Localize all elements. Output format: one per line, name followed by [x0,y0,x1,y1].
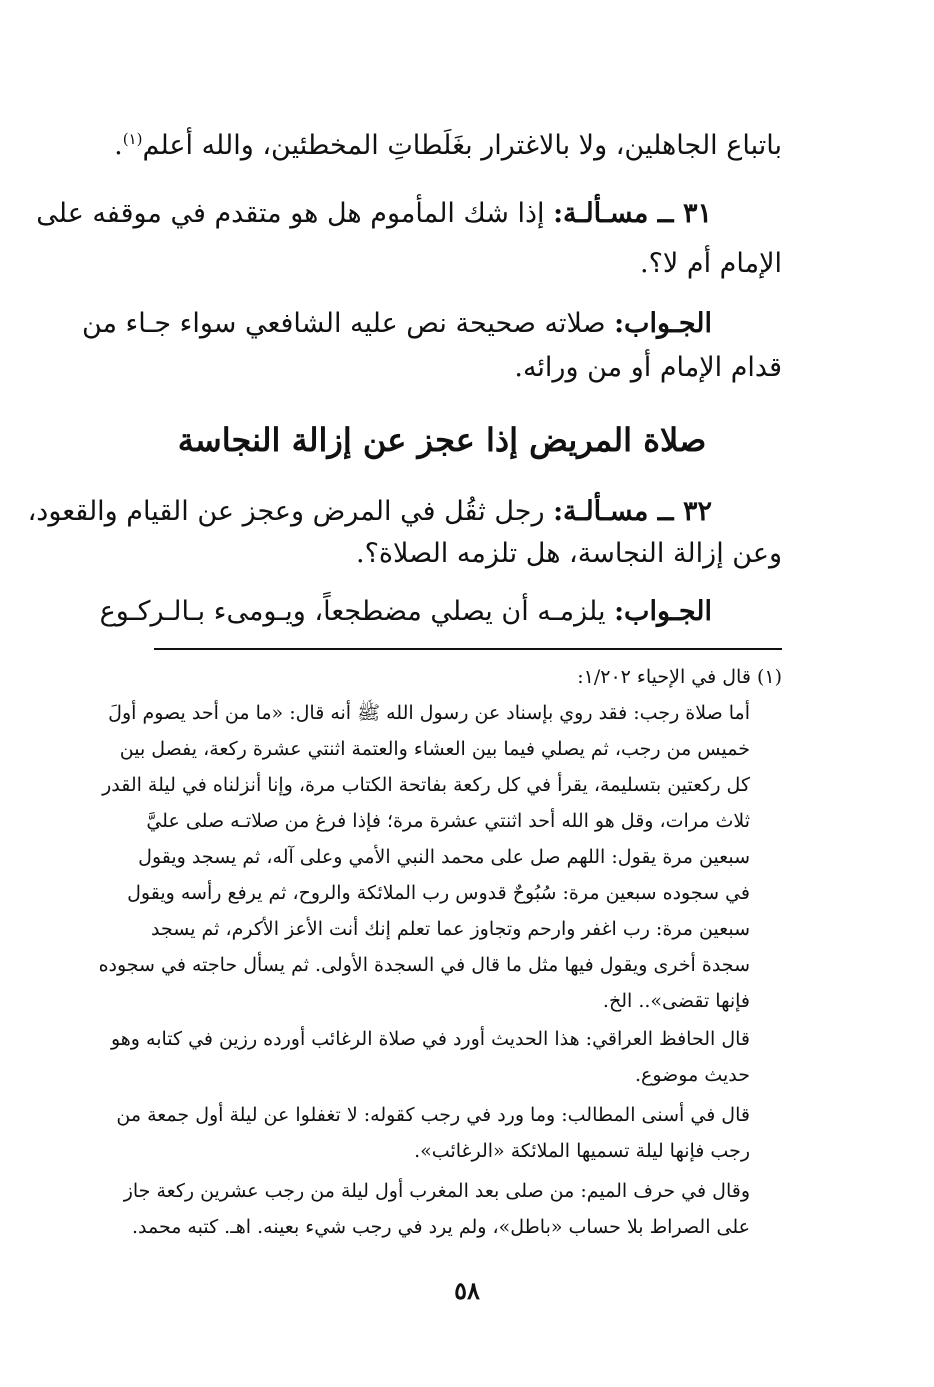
text-line [102,115,782,170]
question-31-text: الإمام أم لا؟. [639,248,782,279]
question-32-line2 [102,530,782,578]
section-heading: صلاة المريض إذا عجز عن إزالة النجاسة [177,421,707,459]
answer-32-label: الجـواب: [614,596,712,627]
footnote-line: ثلاث مرات، وقل هو الله أحد اثنتي عشرة مرة؛ فإذا فرغ من صلاتـه صلى عليَّ [146,810,750,832]
footnote-line: كل ركعتين بتسليمة، يقرأ في كل ركعة بفاتحة الكتاب مرة، وإنا أنزلناه في ليلة القدر [102,774,750,796]
footnote-line: على الصراط بلا حساب «باطل»، ولم يرد في رجب شيء بعينه. اهـ. كتبه محمد. [131,1216,750,1238]
footnote-line: حديث موضوع. [634,1064,750,1086]
footnote-separator [154,648,782,650]
answer-32-text: يلزمـه أن يصلي مضطجعاً، ويـومىء بـالـركـوع [99,596,606,627]
line-text: باتباع الجاهلين، ولا بالاغترار بغَلَطاتِ المخطئين، والله أعلم [142,130,782,161]
footnote-line: وقال في حرف الميم: من صلى بعد المغرب أول ليلة من رجب عشرين ركعة جاز [123,1180,750,1202]
page-number: ٥٨ [454,1276,480,1305]
footnote-line: رجب فإنها ليلة تسميها الملائكة «الرغائب». [414,1140,750,1162]
answer-31-text: صلاته صحيحة نص عليه الشافعي سواء جـاء من [81,308,606,339]
footnote-ref: (١) [122,130,143,148]
answer-31-label: الجـواب: [614,308,712,339]
answer-31-line2 [102,344,782,392]
question-32-text: رجل ثقُل في المرض وعجز عن القيام والقعود، [27,496,545,527]
question-32-text: وعن إزالة النجاسة، هل تلزمه الصلاة؟. [356,538,782,569]
question-32-label: ٣٢ ــ مسـألـة: [553,496,712,527]
footnote-line: في سجوده سبعين مرة: سُبُوحٌ قدوس رب الملائكة والروح، ثم يرفع رأسه ويقول [127,882,750,904]
footnote-line: سجدة أخرى ويقول فيها مثل ما قال في السجدة الأولى. ثم يسأل حاجته في سجوده [98,954,750,976]
footnote-line: سبعين مرة يقول: اللهم صل على محمد النبي الأمي وعلى آله، ثم يسجد ويقول [138,846,750,868]
footnote-line: فإنها تقضى».. الخ. [602,990,750,1012]
footnote-line: قال في أسنى المطالب: وما ورد في رجب كقوله: لا تغفلوا عن ليلة أول جمعة من [116,1104,750,1126]
footnote-line: أما صلاة رجب: فقد روي بإسناد عن رسول الله ﷺ أنه قال: «ما من أحد يصوم أولَ [108,702,750,724]
question-31-label: ٣١ ــ مسـألـة: [553,198,712,229]
answer-31-text: قدام الإمام أو من ورائه. [514,352,782,383]
question-31-text: إذا شك المأموم هل هو متقدم في موقفه على [36,198,545,229]
answer-32-line1 [99,588,782,636]
question-31-line1 [36,190,782,238]
footnote-line: (١) قال في الإحياء ١/٢٠٢: [577,666,782,688]
answer-31-line1 [81,300,782,348]
footnote-line: قال الحافظ العراقي: هذا الحديث أورد في صلاة الرغائب أورده رزين في كتابه وهو [110,1028,750,1050]
line-end: . [114,130,123,161]
footnote-line: خميس من رجب، ثم يصلي فيما بين العشاء والعتمة اثنتي عشرة ركعة، يفصل بين [119,738,750,760]
question-32-line1 [27,488,782,536]
footnote-line: سبعين مرة: رب اغفر وارحم وتجاوز عما تعلم إنك أنت الأعز الأكرم، ثم يسجد [151,918,750,940]
question-31-line2 [102,240,782,288]
